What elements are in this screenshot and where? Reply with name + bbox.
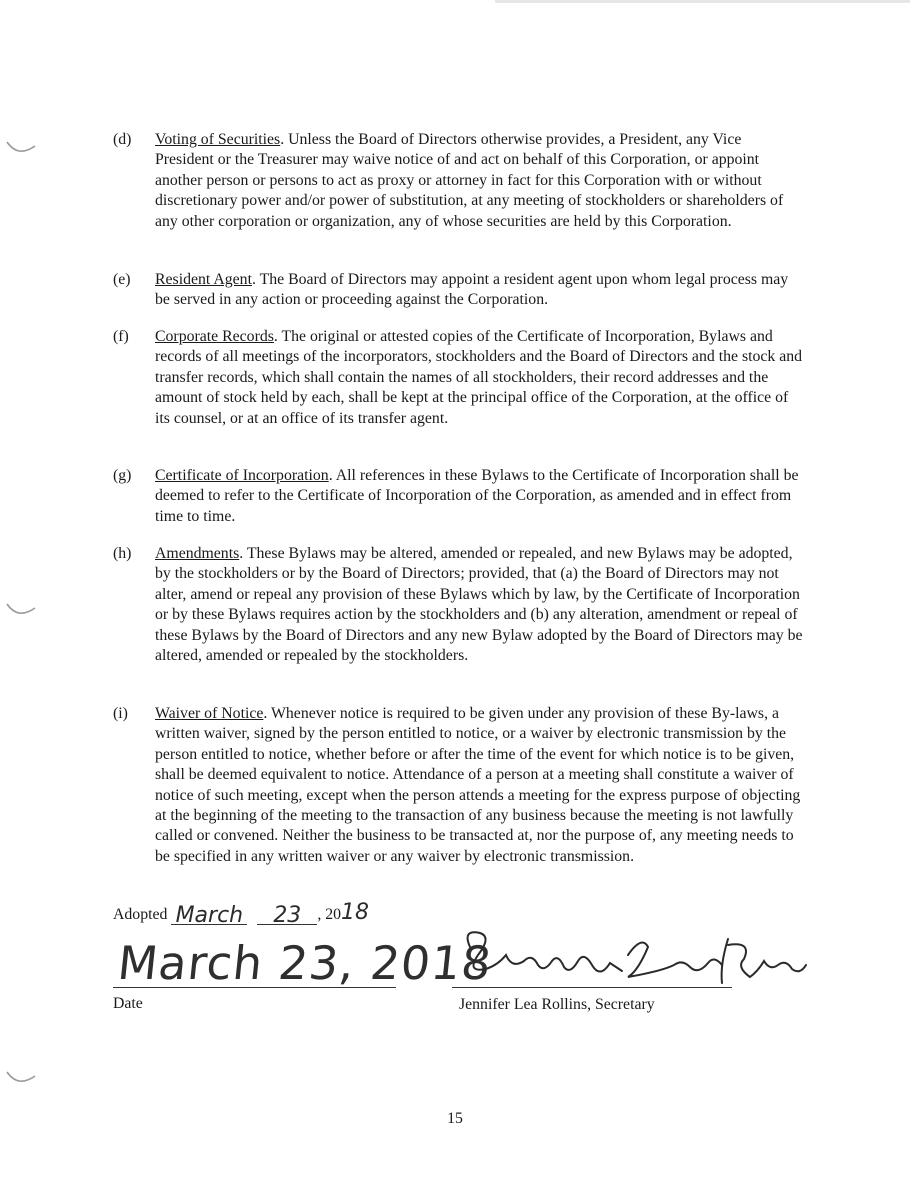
section-heading: Waiver of Notice: [155, 705, 264, 722]
adopted-day-handwritten: 23: [257, 906, 317, 925]
punch-hole-mark: [4, 138, 38, 160]
date-line: [113, 987, 396, 988]
signature-image: [452, 925, 812, 995]
section-text: . All references in these Bylaws to the Certificate of Incorporation shall be deemed to refer to the Certificate of Incorporation of the Corporation, as amended and in effect from time to time.: [155, 467, 799, 525]
section-heading: Amendments: [155, 545, 240, 562]
section-heading: Certificate of Incorporation: [155, 467, 329, 484]
section-d: [113, 130, 803, 232]
adopted-line: [113, 900, 370, 928]
section-i: [113, 704, 803, 867]
punch-hole-mark: [4, 600, 38, 622]
page-number: 15: [447, 1110, 463, 1127]
section-label: (g): [113, 467, 132, 484]
section-g: [113, 466, 803, 527]
date-handwritten: March 23, 2018: [115, 936, 495, 990]
adopted-year-handwritten: 18: [341, 900, 370, 925]
section-text: . The original or attested copies of the Certificate of Incorporation, Bylaws and records of all meetings of the incorporators, stockholders and the Board of Directors and the stock and transfer records, which shall contain the names of all stockholders, their record addresses and the amount of stock held by each, shall be kept at the principal office of the Corporation, at the office of its counsel, or at an office of its transfer agent.: [155, 328, 803, 427]
section-text: . The Board of Directors may appoint a resident agent upon whom legal process may be served in any action or proceeding against the Corporation.: [155, 271, 789, 309]
section-label: (f): [113, 328, 129, 345]
section-label: (e): [113, 271, 131, 288]
section-e: [113, 270, 803, 311]
section-text: . Whenever notice is required to be given under any provision of these By-laws, a written waiver, signed by the person entitled to notice, or a waiver by electronic transmission by the person entitled to notice, whether before or after the time of the event for which notice is to be given, shall be deemed equivalent to notice. Attendance of a person at a meeting shall constitute a waiver of notice of such meeting, except when the person attends a meeting for the express purpose of objecting at the beginning of the meeting to the transaction of any business because the meeting is not lawfully called or convened. Neither the business to be transacted at, nor the purpose of, any meeting needs to be specified in any written waiver or any waiver by electronic transmission.: [155, 705, 801, 865]
section-h: [113, 544, 803, 666]
section-text: . These Bylaws may be altered, amended or repealed, and new Bylaws may be adopted, by the stockholders or by the Board of Directors; provided, that (a) the Board of Directors may not alter, amend or repeal any provision of these Bylaws which by law, by the Certificate of Incorporation or by these Bylaws requires action by the stockholders and (b) any alteration, amendment or repeal of these Bylaws by the Board of Directors and any new Bylaw adopted by the Board of Directors may be altered, amended or repealed by the stockholders.: [155, 545, 803, 665]
section-text: . Unless the Board of Directors otherwise provides, a President, any Vice President or the Treasurer may waive notice of and act on behalf of this Corporation, or appoint another person or persons to act as proxy or attorney in fact for this Corporation with or without discretionary power and/or power of substitution, at any meeting of stockholders or shareholders of any other corporation or organization, any of whose securities are held by this Corporation.: [155, 131, 784, 230]
section-f: [113, 327, 803, 429]
adopted-comma: ,: [317, 906, 322, 923]
scan-edge: [495, 0, 910, 3]
punch-hole-mark: [4, 1068, 38, 1090]
section-heading: Voting of Securities: [155, 131, 281, 148]
date-label: Date: [113, 995, 143, 1012]
section-label: (d): [113, 131, 132, 148]
signer-name: Jennifer Lea Rollins, Secretary: [459, 996, 655, 1013]
section-label: (i): [113, 705, 128, 722]
adopted-label: Adopted: [113, 906, 168, 923]
section-heading: Corporate Records: [155, 328, 274, 345]
section-label: (h): [113, 545, 132, 562]
section-heading: Resident Agent: [155, 271, 252, 288]
signature-line: [452, 987, 732, 988]
adopted-year-prefix: 20: [325, 906, 342, 923]
adopted-month-handwritten: March: [171, 906, 247, 925]
